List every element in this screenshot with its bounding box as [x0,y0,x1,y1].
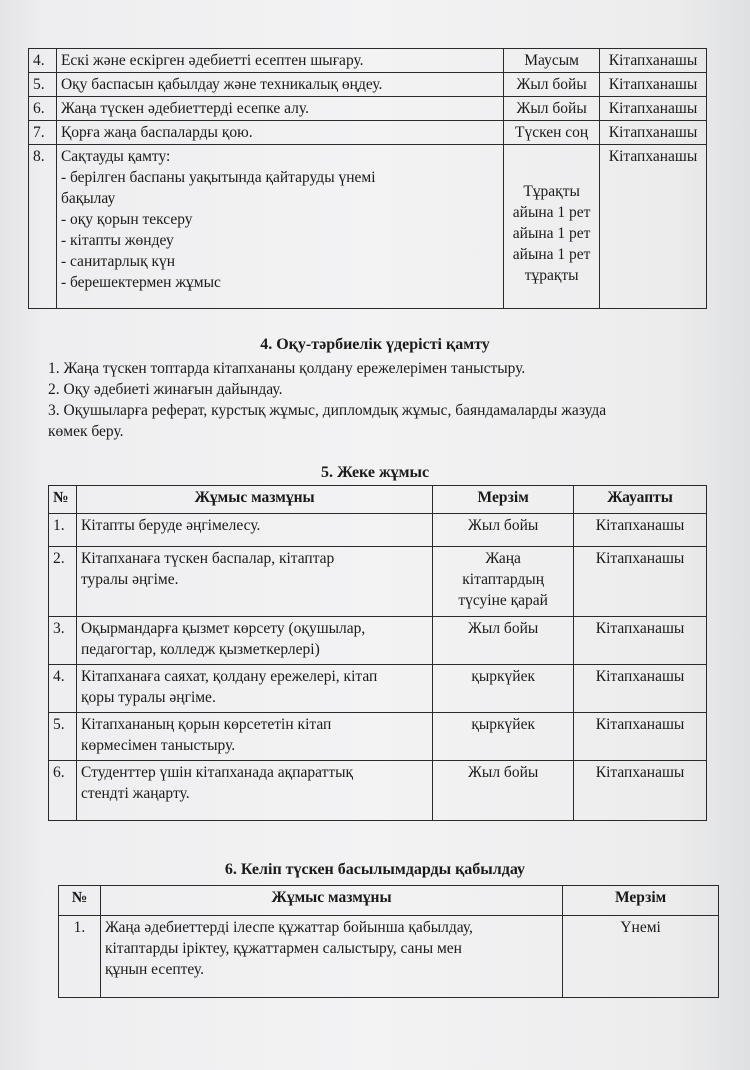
row-number: 8. [29,145,57,309]
table-row [59,916,719,998]
row-content [76,761,432,821]
table-row [49,514,707,547]
list-item: 2. Оқу әдебиеті жинағын дайындау. [48,381,283,398]
row-responsible: Кітапханашы [600,49,707,73]
list-item: көмек беру. [48,423,124,440]
table-header-row [59,886,719,916]
table-row [49,761,707,821]
content-line: Кітапхананың қорын көрсететін кітап [80,716,332,733]
header-responsible: Жауапты [574,486,707,514]
row-number: 6. [29,97,57,121]
table-row [29,97,707,121]
row-responsible: Кітапханашы [574,547,707,617]
table-row [49,617,707,665]
content-line: туралы әңгіме. [80,571,179,588]
content-line: бақылау [60,190,116,207]
table-row [29,73,707,97]
row-number: 2. [49,547,77,617]
section-6-title: 6. Келіп түскен басылымдарды қабылдау [224,861,526,878]
header-content: Жұмыс мазмұны [76,486,432,514]
list-item: 1. Жаңа түскен топтарда кітапхананы қолдану ережелерімен таныстыру. [48,360,526,377]
content-line: - берілген баспаны уақытында қайтаруды үнемі [60,169,376,186]
row-number: 4. [49,665,77,713]
content-line: - санитарлық күн [60,253,176,270]
row-content [76,547,432,617]
term-line: Тұрақты [523,182,580,200]
table-row [29,49,707,73]
content-line: - оқу қорын тексеру [60,211,193,228]
term-line: тұрақты [524,266,579,284]
content-line: Жаңа әдебиеттерді ілеспе құжаттар бойынша қабылдау, [104,919,473,936]
row-term: Маусым [504,49,600,73]
row-number: 4. [29,49,57,73]
row-responsible: Кітапханашы [574,514,707,547]
content-line: Оқырмандарға қызмет көрсету (оқушылар, [80,620,366,637]
term-line: айына 1 рет [512,245,591,263]
content-line: Сақтауды қамту: [60,148,171,165]
table-row [29,145,707,309]
table-row [29,121,707,145]
content-line: - кітапты жөндеу [60,232,174,249]
header-num: № [59,886,101,916]
table-received-publications [58,885,719,998]
row-term: Жыл бойы [433,514,574,547]
row-responsible: Кітапханашы [574,761,707,821]
table-row [49,665,707,713]
row-number: 6. [49,761,77,821]
content-line: педагогтар, колледж қызметкерлері) [80,641,320,658]
term-line: кітаптардың [462,571,545,588]
row-content: Кітапты беруде әңгімелесу. [76,514,432,547]
row-term: Түскен соң [504,121,600,145]
table-storage-tasks [28,48,707,309]
content-line: құнын есептеу. [104,961,204,978]
row-content [76,617,432,665]
row-term [433,547,574,617]
content-line: көрмесімен таныстыру. [80,737,236,754]
header-term: Мерзім [563,886,719,916]
section-4-title: 4. Оқу-тәрбиелік үдерісті қамту [260,336,490,353]
table-header-row [49,486,707,514]
row-term: Жыл бойы [504,73,600,97]
row-responsible: Кітапханашы [600,97,707,121]
row-responsible: Кітапханашы [574,665,707,713]
list-item: 3. Оқушыларға реферат, курстық жұмыс, дипломдық жұмыс, баяндамаларды жазуда [48,402,607,419]
header-num: № [49,486,77,514]
row-responsible: Кітапханашы [600,73,707,97]
row-term: Үнемі [563,916,719,998]
row-term [504,145,600,309]
content-line: қоры туралы әңгіме. [80,689,216,706]
row-number: 3. [49,617,77,665]
content-line: - берешектермен жұмыс [60,274,221,291]
row-number: 1. [59,916,101,998]
term-line: Жаңа [485,550,521,567]
row-term: қыркүйек [433,713,574,761]
row-term: Жыл бойы [433,617,574,665]
row-content: Қорға жаңа баспаларды қою. [56,121,503,145]
row-number: 5. [49,713,77,761]
header-term: Мерзім [433,486,574,514]
header-content: Жұмыс мазмұны [100,886,562,916]
content-line: Кітапханаға түскен баспалар, кітаптар [80,550,335,567]
term-line: түсуіне қарай [458,592,548,609]
content-line: Кітапханаға саяхат, қолдану ережелері, кітап [80,668,378,685]
row-content [56,145,503,309]
row-content [76,713,432,761]
row-content: Жаңа түскен әдебиеттерді есепке алу. [56,97,503,121]
table-individual-work [48,485,707,821]
term-line: айына 1 рет [512,203,591,221]
content-line: стендті жаңарту. [80,785,190,802]
row-term: қыркүйек [433,665,574,713]
row-responsible: Кітапханашы [600,145,707,309]
section-5-title: 5. Жеке жұмыс [320,464,430,481]
term-line: айына 1 рет [512,224,591,242]
content-line: кітаптарды іріктеу, құжаттармен салыстыру, саны мен [104,940,462,957]
row-term: Жыл бойы [504,97,600,121]
row-number: 1. [49,514,77,547]
row-number: 7. [29,121,57,145]
table-row [49,547,707,617]
row-term: Жыл бойы [433,761,574,821]
row-number: 5. [29,73,57,97]
section-4-list [48,358,713,442]
row-content [76,665,432,713]
row-content: Ескі және ескірген әдебиетті есептен шығару. [56,49,503,73]
table-row [49,713,707,761]
row-responsible: Кітапханашы [574,713,707,761]
row-responsible: Кітапханашы [600,121,707,145]
row-responsible: Кітапханашы [574,617,707,665]
content-line: Студенттер үшін кітапханада ақпараттық [80,764,354,781]
row-content [100,916,562,998]
row-content: Оқу баспасын қабылдау және техникалық өңдеу. [56,73,503,97]
